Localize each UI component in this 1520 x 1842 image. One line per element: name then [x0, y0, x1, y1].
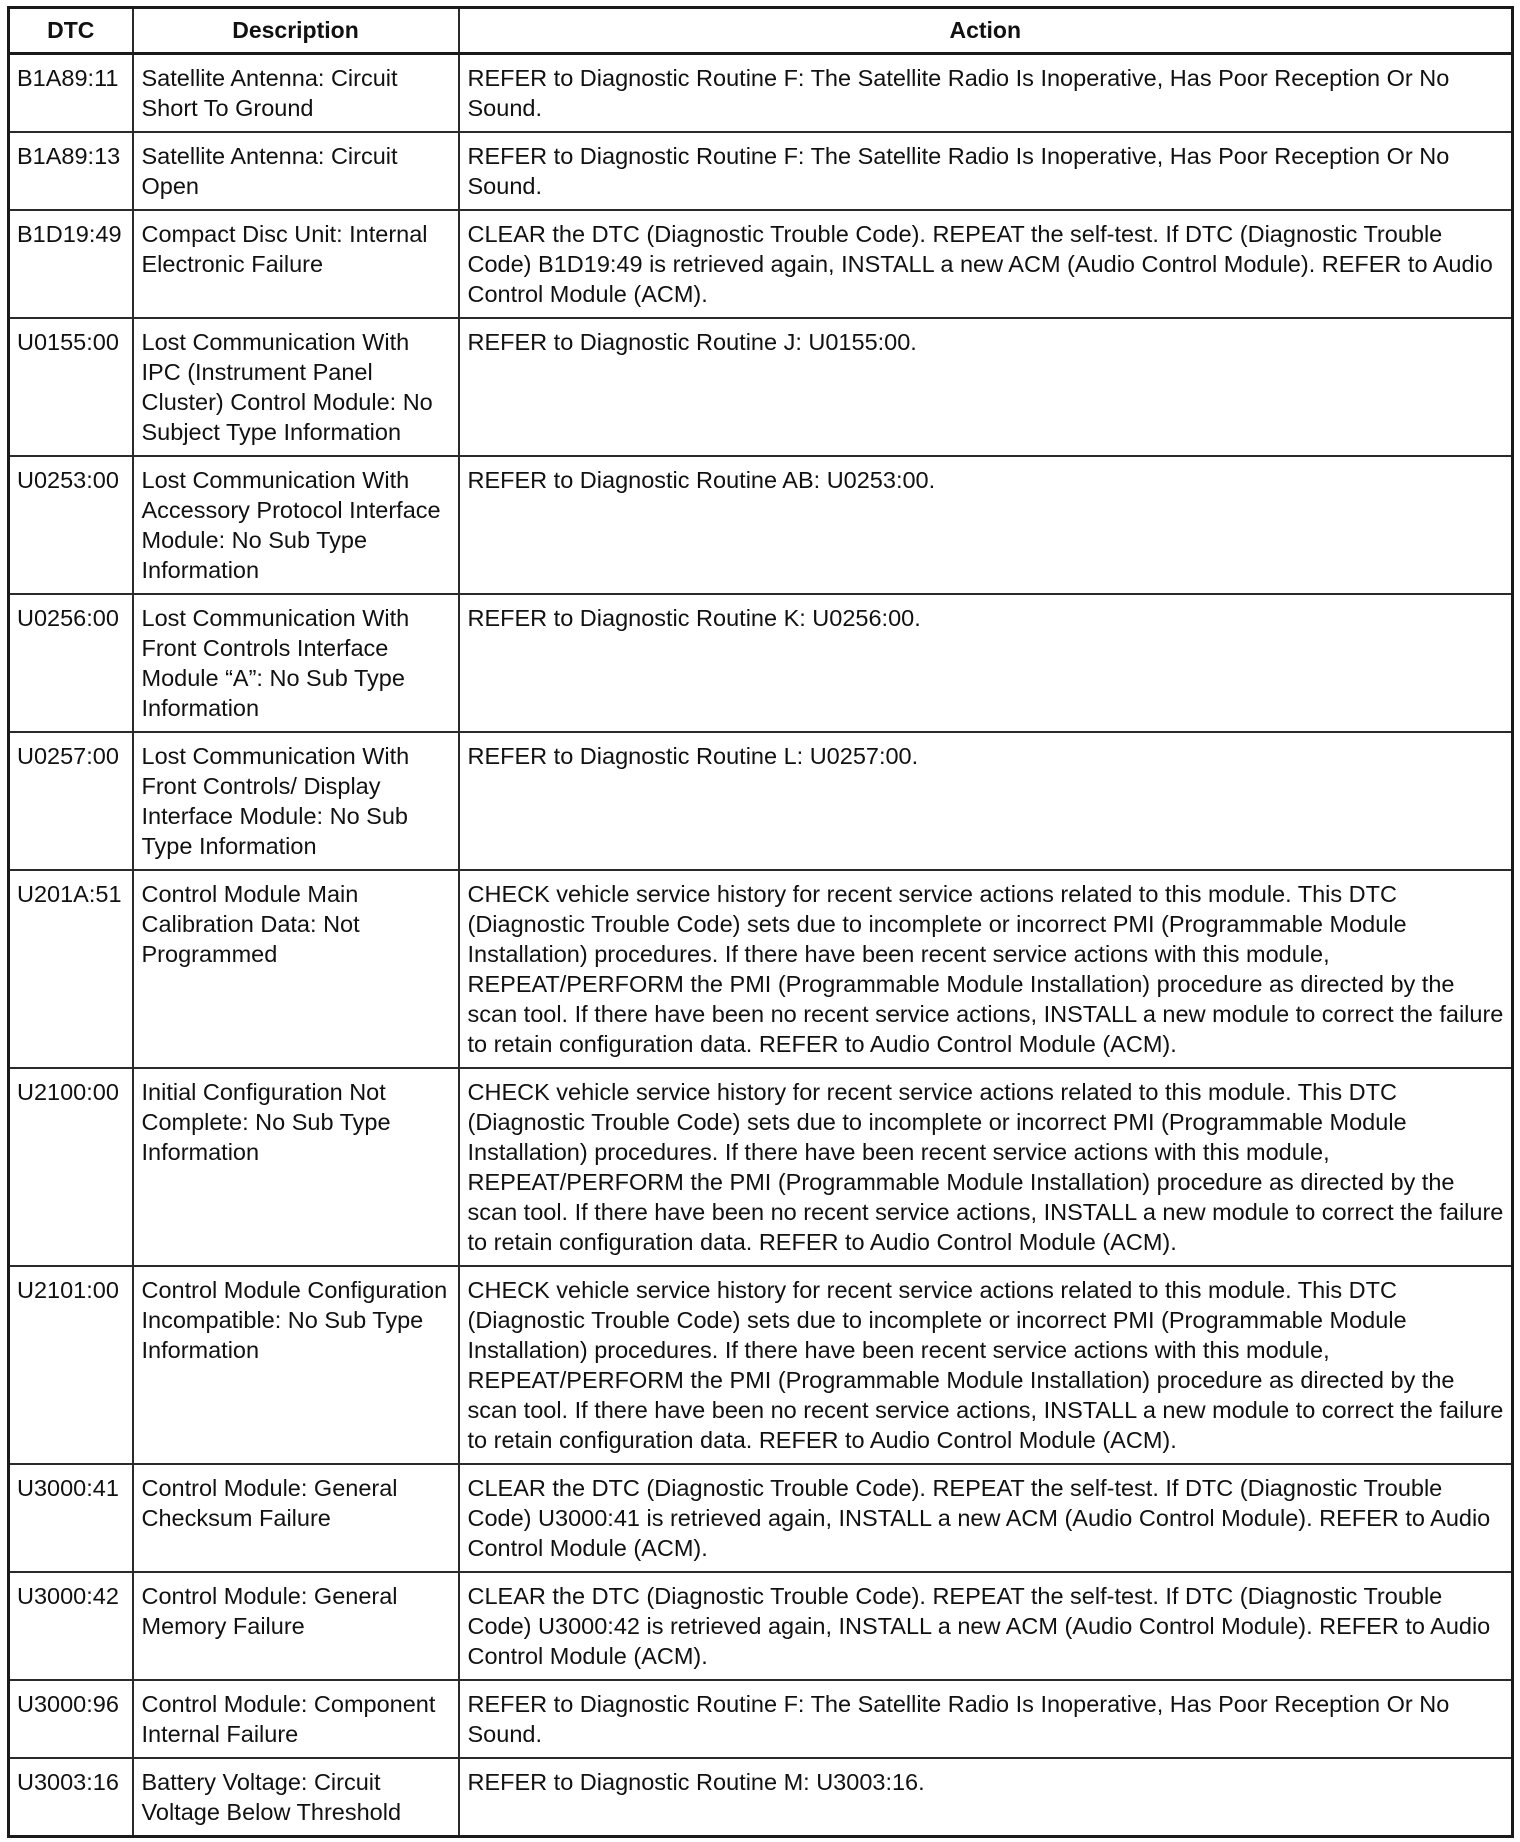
dtc-action: REFER to Diagnostic Routine L: U0257:00.	[459, 732, 1513, 870]
dtc-action: REFER to Diagnostic Routine M: U3003:16.	[459, 1758, 1513, 1837]
dtc-description: Control Module: Component Internal Failure	[133, 1680, 459, 1758]
table-row	[9, 1068, 1513, 1266]
table-row	[9, 54, 1513, 133]
dtc-code: U2101:00	[9, 1266, 133, 1464]
dtc-description: Initial Configuration Not Complete: No Sub Type Information	[133, 1068, 459, 1266]
dtc-code: U0253:00	[9, 456, 133, 594]
dtc-code: U0257:00	[9, 732, 133, 870]
dtc-action: REFER to Diagnostic Routine AB: U0253:00.	[459, 456, 1513, 594]
table-row	[9, 594, 1513, 732]
table-header-row	[9, 8, 1513, 54]
dtc-description: Lost Communication With Front Controls Interface Module “A”: No Sub Type Information	[133, 594, 459, 732]
table-row	[9, 1680, 1513, 1758]
table-row	[9, 210, 1513, 318]
table-row	[9, 1464, 1513, 1572]
dtc-code: B1A89:13	[9, 132, 133, 210]
table-row	[9, 1572, 1513, 1680]
dtc-description: Lost Communication With IPC (Instrument Panel Cluster) Control Module: No Subject Type Information	[133, 318, 459, 456]
dtc-description: Compact Disc Unit: Internal Electronic Failure	[133, 210, 459, 318]
header-description: Description	[133, 8, 459, 54]
header-action: Action	[459, 8, 1513, 54]
dtc-table	[7, 6, 1514, 1838]
dtc-code: U0256:00	[9, 594, 133, 732]
dtc-action: CHECK vehicle service history for recent service actions related to this module. This DTC (Diagnostic Trouble Code) sets due to incomplete or incorrect PMI (Programmable Module Installation) procedures. If there have been recent service actions with this module, REPEAT/PERFORM the PMI (Programmable Module Installation) procedure as directed by the scan tool. If there have been no recent service actions, INSTALL a new module to correct the failure to retain configuration data. REFER to Audio Control Module (ACM).	[459, 1068, 1513, 1266]
dtc-code: U3000:42	[9, 1572, 133, 1680]
table-row	[9, 132, 1513, 210]
dtc-code: U201A:51	[9, 870, 133, 1068]
dtc-description: Control Module Configuration Incompatible: No Sub Type Information	[133, 1266, 459, 1464]
dtc-code: U0155:00	[9, 318, 133, 456]
dtc-code: U2100:00	[9, 1068, 133, 1266]
table-body	[9, 54, 1513, 1837]
dtc-action: CLEAR the DTC (Diagnostic Trouble Code). REPEAT the self-test. If DTC (Diagnostic Trouble Code) B1D19:49 is retrieved again, INSTALL a new ACM (Audio Control Module). REFER to Audio Control Module (ACM).	[459, 210, 1513, 318]
dtc-description: Lost Communication With Front Controls/ Display Interface Module: No Sub Type Information	[133, 732, 459, 870]
dtc-action: REFER to Diagnostic Routine J: U0155:00.	[459, 318, 1513, 456]
table-row	[9, 870, 1513, 1068]
dtc-code: U3003:16	[9, 1758, 133, 1837]
dtc-description: Lost Communication With Accessory Protocol Interface Module: No Sub Type Information	[133, 456, 459, 594]
dtc-action: CHECK vehicle service history for recent service actions related to this module. This DTC (Diagnostic Trouble Code) sets due to incomplete or incorrect PMI (Programmable Module Installation) procedures. If there have been recent service actions with this module, REPEAT/PERFORM the PMI (Programmable Module Installation) procedure as directed by the scan tool. If there have been no recent service actions, INSTALL a new module to correct the failure to retain configuration data. REFER to Audio Control Module (ACM).	[459, 1266, 1513, 1464]
dtc-action: CLEAR the DTC (Diagnostic Trouble Code). REPEAT the self-test. If DTC (Diagnostic Trouble Code) U3000:41 is retrieved again, INSTALL a new ACM (Audio Control Module). REFER to Audio Control Module (ACM).	[459, 1464, 1513, 1572]
dtc-description: Battery Voltage: Circuit Voltage Below Threshold	[133, 1758, 459, 1837]
dtc-description: Control Module: General Checksum Failure	[133, 1464, 459, 1572]
dtc-description: Control Module Main Calibration Data: Not Programmed	[133, 870, 459, 1068]
dtc-code: B1A89:11	[9, 54, 133, 133]
table-row	[9, 456, 1513, 594]
dtc-description: Satellite Antenna: Circuit Short To Ground	[133, 54, 459, 133]
dtc-code: U3000:96	[9, 1680, 133, 1758]
table-row	[9, 1758, 1513, 1837]
dtc-description: Satellite Antenna: Circuit Open	[133, 132, 459, 210]
dtc-code: B1D19:49	[9, 210, 133, 318]
dtc-description: Control Module: General Memory Failure	[133, 1572, 459, 1680]
dtc-action: CHECK vehicle service history for recent service actions related to this module. This DTC (Diagnostic Trouble Code) sets due to incomplete or incorrect PMI (Programmable Module Installation) procedures. If there have been recent service actions with this module, REPEAT/PERFORM the PMI (Programmable Module Installation) procedure as directed by the scan tool. If there have been no recent service actions, INSTALL a new module to correct the failure to retain configuration data. REFER to Audio Control Module (ACM).	[459, 870, 1513, 1068]
dtc-action: REFER to Diagnostic Routine K: U0256:00.	[459, 594, 1513, 732]
dtc-action: CLEAR the DTC (Diagnostic Trouble Code). REPEAT the self-test. If DTC (Diagnostic Trouble Code) U3000:42 is retrieved again, INSTALL a new ACM (Audio Control Module). REFER to Audio Control Module (ACM).	[459, 1572, 1513, 1680]
dtc-action: REFER to Diagnostic Routine F: The Satellite Radio Is Inoperative, Has Poor Reception Or No Sound.	[459, 1680, 1513, 1758]
dtc-action: REFER to Diagnostic Routine F: The Satellite Radio Is Inoperative, Has Poor Reception Or No Sound.	[459, 132, 1513, 210]
table-row	[9, 732, 1513, 870]
header-dtc: DTC	[9, 8, 133, 54]
dtc-action: REFER to Diagnostic Routine F: The Satellite Radio Is Inoperative, Has Poor Reception Or No Sound.	[459, 54, 1513, 133]
dtc-code: U3000:41	[9, 1464, 133, 1572]
table-row	[9, 318, 1513, 456]
table-row	[9, 1266, 1513, 1464]
